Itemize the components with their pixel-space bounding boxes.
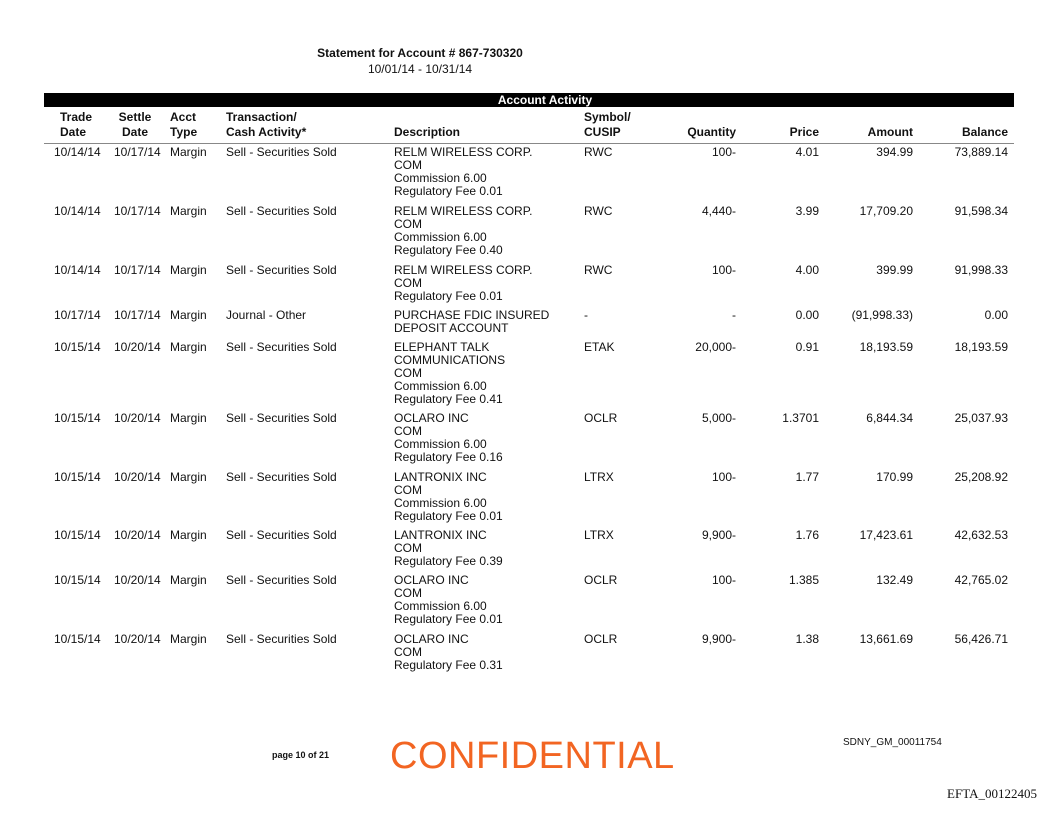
description-line: Commission 6.00 xyxy=(394,379,487,393)
cell-settle: 10/20/14 xyxy=(114,632,161,646)
description-line: COMMUNICATIONS xyxy=(394,353,506,367)
cell-settle: 10/17/14 xyxy=(114,308,161,322)
cell-description xyxy=(394,412,503,464)
header-divider xyxy=(44,143,1014,144)
cell-symbol: RWC xyxy=(584,204,613,218)
cell-acct: Margin xyxy=(170,263,207,277)
cell-symbol: OCLR xyxy=(584,632,618,646)
cell-acct: Margin xyxy=(170,145,207,159)
cell-price: 1.76 xyxy=(795,528,819,542)
description-line: COM xyxy=(394,586,422,600)
confidential-stamp: CONFIDENTIAL xyxy=(390,735,675,777)
cell-txn: Sell - Securities Sold xyxy=(226,263,337,277)
section-title-bar xyxy=(44,93,1014,107)
cell-balance: 18,193.59 xyxy=(954,340,1008,354)
description-line: COM xyxy=(394,483,422,497)
cell-balance: 56,426.71 xyxy=(954,632,1008,646)
column-header-trade-date: Trade Date xyxy=(60,110,93,139)
description-line: Regulatory Fee 0.01 xyxy=(394,289,503,303)
cell-description xyxy=(394,471,503,523)
cell-settle: 10/17/14 xyxy=(114,263,161,277)
cell-description xyxy=(394,146,532,198)
statement-date-range: 10/01/14 - 10/31/14 xyxy=(367,62,473,76)
cell-amount: 17,709.20 xyxy=(859,204,913,218)
cell-amount: 17,423.61 xyxy=(859,528,913,542)
cell-txn: Sell - Securities Sold xyxy=(226,204,337,218)
description-line: COM xyxy=(394,645,422,659)
cell-txn: Sell - Securities Sold xyxy=(226,470,337,484)
description-line: LANTRONIX INC xyxy=(394,528,487,542)
bates-number: SDNY_GM_00011754 xyxy=(843,737,942,748)
cell-trade: 10/14/14 xyxy=(54,263,101,277)
cell-price: 0.91 xyxy=(795,340,819,354)
description-line: COM xyxy=(394,424,422,438)
cell-acct: Margin xyxy=(170,411,207,425)
cell-acct: Margin xyxy=(170,340,207,354)
column-header-amount: Amount xyxy=(867,125,913,139)
description-line: RELM WIRELESS CORP. xyxy=(394,204,533,218)
cell-txn: Sell - Securities Sold xyxy=(226,145,337,159)
cell-balance: 25,037.93 xyxy=(954,411,1008,425)
column-header-balance: Balance xyxy=(961,125,1008,139)
description-line: Commission 6.00 xyxy=(394,171,487,185)
cell-balance: 91,998.33 xyxy=(954,263,1008,277)
cell-qty: 100- xyxy=(711,263,736,277)
cell-amount: 170.99 xyxy=(876,470,913,484)
cell-txn: Sell - Securities Sold xyxy=(226,340,337,354)
cell-description xyxy=(394,264,532,303)
column-header-price: Price xyxy=(789,125,819,139)
description-line: Regulatory Fee 0.39 xyxy=(394,554,503,568)
cell-description xyxy=(394,205,532,257)
cell-amount: 18,193.59 xyxy=(859,340,913,354)
description-line: COM xyxy=(394,276,422,290)
cell-settle: 10/20/14 xyxy=(114,340,161,354)
description-line: LANTRONIX INC xyxy=(394,470,487,484)
cell-description xyxy=(394,633,503,672)
description-line: Commission 6.00 xyxy=(394,599,487,613)
cell-qty: - xyxy=(732,308,736,322)
cell-settle: 10/17/14 xyxy=(114,204,161,218)
cell-price: 4.00 xyxy=(795,263,819,277)
cell-balance: 0.00 xyxy=(984,308,1008,322)
cell-description xyxy=(394,574,503,626)
description-line: COM xyxy=(394,158,422,172)
description-line: Regulatory Fee 0.31 xyxy=(394,658,503,672)
description-line: COM xyxy=(394,541,422,555)
cell-price: 4.01 xyxy=(795,145,819,159)
cell-amount: 399.99 xyxy=(876,263,913,277)
cell-qty: 9,900- xyxy=(701,528,736,542)
description-line: Commission 6.00 xyxy=(394,230,487,244)
cell-acct: Margin xyxy=(170,632,207,646)
column-header-acct-type: Acct Type xyxy=(170,110,198,139)
description-line: DEPOSIT ACCOUNT xyxy=(394,321,509,335)
cell-trade: 10/14/14 xyxy=(54,145,101,159)
description-line: COM xyxy=(394,217,422,231)
cell-trade: 10/15/14 xyxy=(54,340,101,354)
cell-trade: 10/14/14 xyxy=(54,204,101,218)
cell-amount: (91,998.33) xyxy=(851,308,913,322)
description-line: PURCHASE FDIC INSURED xyxy=(394,308,550,322)
cell-price: 1.38 xyxy=(795,632,819,646)
description-line: COM xyxy=(394,366,422,380)
cell-txn: Sell - Securities Sold xyxy=(226,411,337,425)
cell-trade: 10/15/14 xyxy=(54,573,101,587)
cell-symbol: - xyxy=(584,308,588,322)
cell-trade: 10/15/14 xyxy=(54,411,101,425)
section-title: Account Activity xyxy=(497,93,593,107)
cell-amount: 6,844.34 xyxy=(866,411,913,425)
cell-qty: 100- xyxy=(711,573,736,587)
cell-settle: 10/17/14 xyxy=(114,145,161,159)
cell-txn: Sell - Securities Sold xyxy=(226,632,337,646)
cell-trade: 10/15/14 xyxy=(54,470,101,484)
cell-balance: 25,208.92 xyxy=(954,470,1008,484)
cell-qty: 100- xyxy=(711,145,736,159)
cell-symbol: OCLR xyxy=(584,411,618,425)
description-line: Regulatory Fee 0.16 xyxy=(394,450,503,464)
cell-description xyxy=(394,341,505,406)
cell-price: 1.385 xyxy=(788,573,819,587)
page-number: page 10 of 21 xyxy=(272,750,330,760)
efta-number: EFTA_00122405 xyxy=(947,786,1037,801)
cell-price: 1.3701 xyxy=(782,411,819,425)
cell-balance: 42,632.53 xyxy=(954,528,1008,542)
description-line: OCLARO INC xyxy=(394,411,469,425)
cell-amount: 394.99 xyxy=(876,145,913,159)
cell-symbol: LTRX xyxy=(584,528,614,542)
column-header-transaction: Transaction/ Cash Activity* xyxy=(226,110,307,139)
cell-acct: Margin xyxy=(170,573,207,587)
description-line: Commission 6.00 xyxy=(394,496,487,510)
cell-symbol: RWC xyxy=(584,145,613,159)
cell-acct: Margin xyxy=(170,308,207,322)
description-line: Commission 6.00 xyxy=(394,437,487,451)
cell-trade: 10/15/14 xyxy=(54,528,101,542)
cell-description xyxy=(394,309,549,335)
description-line: Regulatory Fee 0.40 xyxy=(394,243,503,257)
statement-title: Statement for Account # 867-730320 xyxy=(317,46,523,60)
cell-qty: 5,000- xyxy=(701,411,736,425)
cell-trade: 10/15/14 xyxy=(54,632,101,646)
cell-settle: 10/20/14 xyxy=(114,573,161,587)
cell-settle: 10/20/14 xyxy=(114,470,161,484)
description-line: OCLARO INC xyxy=(394,632,469,646)
description-line: Regulatory Fee 0.01 xyxy=(394,612,503,626)
cell-amount: 13,661.69 xyxy=(859,632,913,646)
description-line: Regulatory Fee 0.01 xyxy=(394,184,503,198)
cell-txn: Journal - Other xyxy=(226,308,307,322)
description-line: OCLARO INC xyxy=(394,573,469,587)
cell-txn: Sell - Securities Sold xyxy=(226,528,337,542)
cell-acct: Margin xyxy=(170,204,207,218)
cell-balance: 73,889.14 xyxy=(954,145,1008,159)
cell-txn: Sell - Securities Sold xyxy=(226,573,337,587)
cell-description xyxy=(394,529,503,568)
description-line: RELM WIRELESS CORP. xyxy=(394,263,533,277)
cell-symbol: LTRX xyxy=(584,470,614,484)
cell-price: 1.77 xyxy=(795,470,819,484)
description-line: ELEPHANT TALK xyxy=(394,340,490,354)
cell-acct: Margin xyxy=(170,470,207,484)
cell-settle: 10/20/14 xyxy=(114,528,161,542)
description-line: RELM WIRELESS CORP. xyxy=(394,145,533,159)
column-header-symbol: Symbol/ CUSIP xyxy=(584,110,631,139)
cell-symbol: RWC xyxy=(584,263,613,277)
cell-trade: 10/17/14 xyxy=(54,308,101,322)
cell-balance: 42,765.02 xyxy=(954,573,1008,587)
cell-qty: 20,000- xyxy=(695,340,736,354)
cell-acct: Margin xyxy=(170,528,207,542)
cell-qty: 4,440- xyxy=(701,204,736,218)
cell-settle: 10/20/14 xyxy=(114,411,161,425)
description-line: Regulatory Fee 0.41 xyxy=(394,392,503,406)
column-header-settle-date: Settle Date xyxy=(118,110,152,139)
cell-qty: 100- xyxy=(711,470,736,484)
column-header-description: Description xyxy=(394,125,461,139)
cell-price: 0.00 xyxy=(795,308,819,322)
cell-qty: 9,900- xyxy=(701,632,736,646)
cell-balance: 91,598.34 xyxy=(954,204,1008,218)
cell-price: 3.99 xyxy=(795,204,819,218)
cell-symbol: OCLR xyxy=(584,573,618,587)
cell-symbol: ETAK xyxy=(584,340,615,354)
description-line: Regulatory Fee 0.01 xyxy=(394,509,503,523)
cell-amount: 132.49 xyxy=(876,573,913,587)
column-header-quantity: Quantity xyxy=(687,125,736,139)
